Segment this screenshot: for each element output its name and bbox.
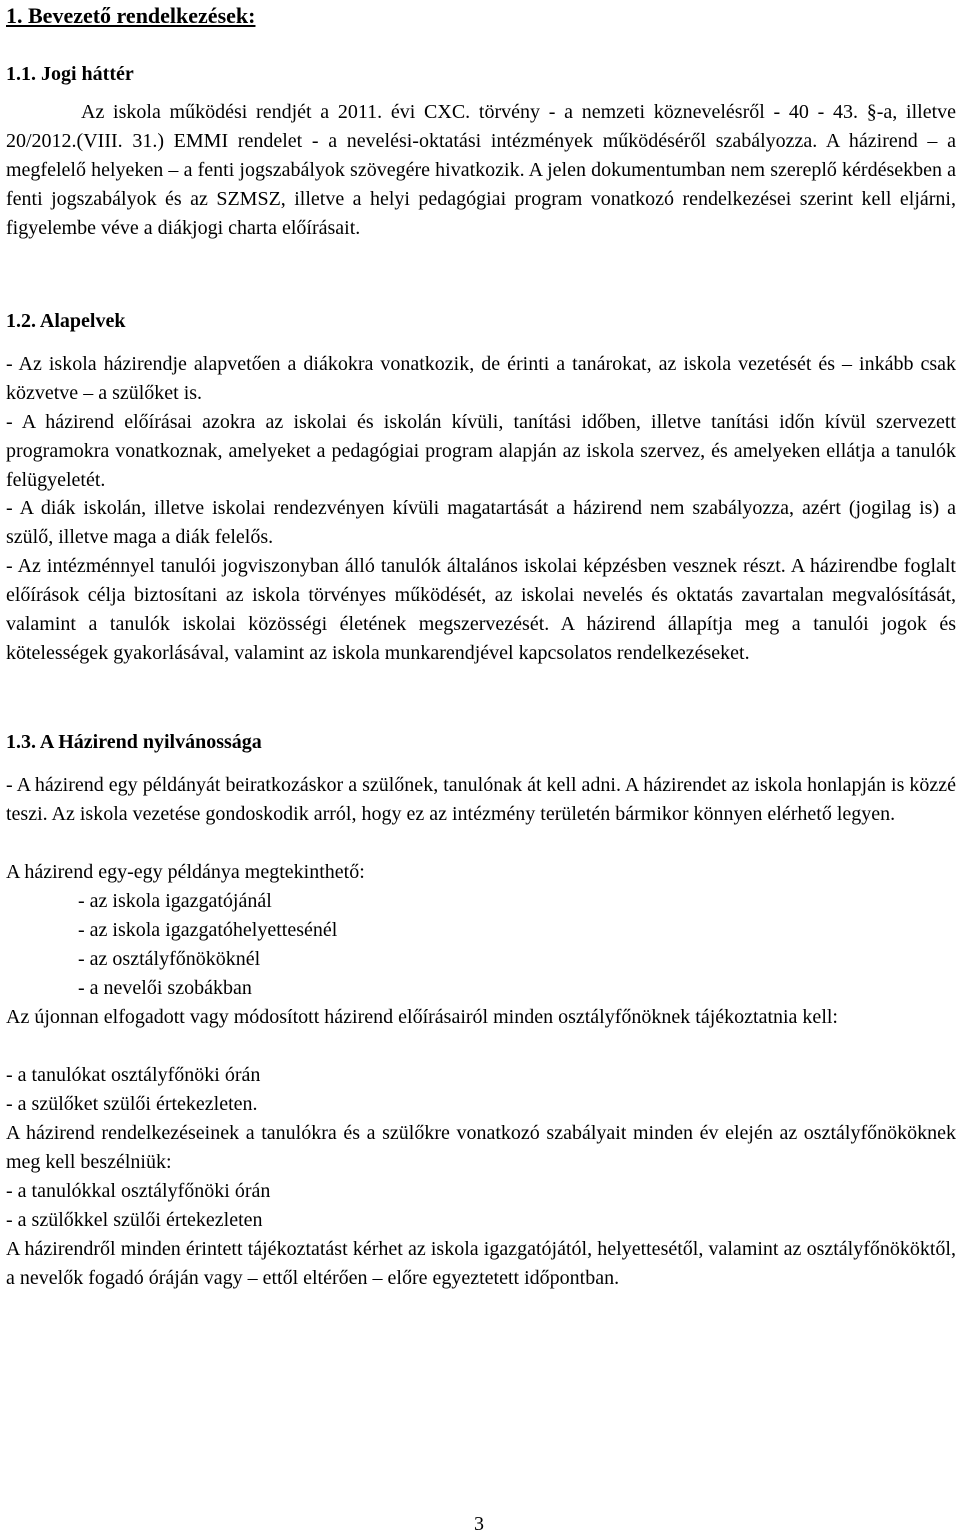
new-rules-list-item: - a tanulókat osztályfőnöki órán <box>6 1064 261 1086</box>
section-1-3-heading: 1.3. A Házirend nyilvánossága <box>6 731 262 753</box>
section-1-heading: 1. Bevezető rendelkezések: <box>6 3 256 28</box>
annual-title: A házirend rendelkezéseinek a tanulókra és a szülőkre vonatkozó szabályait minden év elején az osztályfőnököknek meg kell beszélniük: <box>6 1122 956 1173</box>
principle-paragraph-2: - A házirend előírásai azokra az iskolai és iskolán kívüli, tanítási időben, illetve tanítási időn kívül szervezett programokra vonatkoznak, amelyeket a pedagógiai program alapján az iskola szervez, és amelyeken ellátja a tanulók felügyeletét. <box>6 411 956 491</box>
copies-list-item: - a nevelői szobákban <box>78 977 252 999</box>
principle-paragraph-1: - Az iskola házirendje alapvetően a diákokra vonatkozik, de érinti a tanárokat, az iskola vezetését és – inkább csak közvetve – a szülőket is. <box>6 353 956 404</box>
copies-list-item: - az iskola igazgatójánál <box>78 890 272 912</box>
new-rules-title: Az újonnan elfogadott vagy módosított házirend előírásairól minden osztályfőnöknek tájékoztatnia kell: <box>6 1006 838 1028</box>
principle-paragraph-4: - Az intézménnyel tanulói jogviszonyban álló tanulók általános iskolai képzésben vesznek részt. A házirendbe foglalt előírások célja biztosítani az iskola törvényes működését, az iskolai nevelés és oktatás zavartalan megvalósítását, valamint a tanulók iskolai közösségi életének megszervezését. A házirend állapítja meg a tanulói jogok és kötelességek gyakorlásával, valamint az iskola munkarendjével kapcsolatos rendelkezéseket. <box>6 555 956 664</box>
page-number: 3 <box>474 1513 484 1535</box>
copies-list-item: - az osztályfőnököknél <box>78 948 261 970</box>
new-rules-list-item: - a szülőket szülői értekezleten. <box>6 1093 258 1115</box>
section-1-2-heading: 1.2. Alapelvek <box>6 310 126 332</box>
section-1-1-paragraph: Az iskola működési rendjét a 2011. évi CXC. törvény - a nemzeti köznevelésről - 40 - 43. §-a, illetve 20/2012.(VIII. 31.) EMMI rendelet - a nevelési-oktatási intézmények működéséről szabályozza. A házirend – a megfelelő helyeken – a fenti jogszabályok szövegére hivatkozik. A jelen dokumentumban nem szereplő kérdésekben a fenti jogszabályok és az SZMSZ, illetve a helyi pedagógiai program vonatkozó rendelkezései szerint kell eljárni, figyelembe véve a diákjogi charta előírásait. <box>6 101 956 239</box>
annual-list-item: - a tanulókkal osztályfőnöki órán <box>6 1180 271 1202</box>
copies-title: A házirend egy-egy példánya megtekinthető: <box>6 861 365 883</box>
closing-paragraph: A házirendről minden érintett tájékoztatást kérhet az iskola igazgatójától, helyettesétől, valamint az osztályfőnököktől, a nevelők fogadó óráján vagy – ettől eltérően – előre egyeztetett időpontban. <box>6 1238 956 1289</box>
section-1-1-heading: 1.1. Jogi háttér <box>6 63 134 85</box>
annual-list-item: - a szülőkkel szülői értekezleten <box>6 1209 263 1231</box>
copies-list-item: - az iskola igazgatóhelyettesénél <box>78 919 338 941</box>
publicity-intro-paragraph: - A házirend egy példányát beiratkozáskor a szülőnek, tanulónak át kell adni. A házirendet az iskola honlapján is közzé teszi. Az iskola vezetése gondoskodik arról, hogy ez az intézmény területén bármikor könnyen elérhető legyen. <box>6 774 956 825</box>
principle-paragraph-3: - A diák iskolán, illetve iskolai rendezvényen kívüli magatartását a házirend nem szabályozza, azért (jogilag is) a szülő, illetve maga a diák felelős. <box>6 497 956 548</box>
